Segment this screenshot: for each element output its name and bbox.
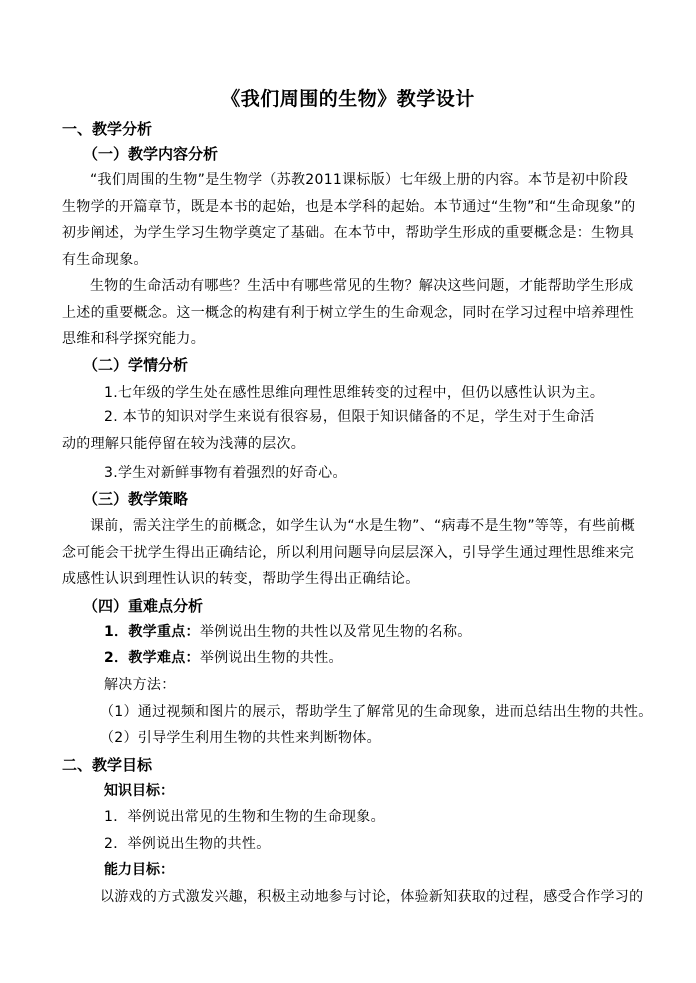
method-item-2: （2）引导学生利用生物的共性来判断物体。 (100, 730, 381, 746)
keypoint-2-label: 2．教学难点： (104, 650, 200, 666)
document-title: 《我们周围的生物》教学设计 (221, 88, 475, 110)
students-item-3: 3.学生对新鲜事物有着强烈的好奇心。 (104, 465, 347, 481)
keypoint-1-label: 1．教学重点： (104, 624, 200, 640)
ability-goals-label: 能力目标： (104, 862, 174, 878)
knowledge-goal-2: 2．举例说出生物的共性。 (104, 836, 271, 852)
subsection-heading-content: （一）教学内容分析 (83, 145, 219, 163)
subsection-heading-strategy: （三）教学策略 (83, 490, 189, 508)
keypoint-2-text: 举例说出生物的共性。 (199, 650, 343, 666)
method-label: 解决方法： (104, 677, 176, 693)
knowledge-goals-label: 知识目标： (104, 783, 174, 799)
strategy-paragraph: 课前，需关注学生的前概念，如学生认为“水是生物”、“病毒不是生物”等等，有些前概念可能会干扰学生得出正确结论，所以利用问题导向层层深入，引导学生通过理性思维来完成感性认识到理性认识的转变，帮助学生得出正确结论。 (62, 518, 636, 587)
content-paragraph-2: 生物的生命活动有哪些？生活中有哪些常见的生物？解决这些问题，才能帮助学生形成上述的重要概念。这一概念的构建有利于树立学生的生命观念，同时在学习过程中培养理性思维和科学探究能力。 (62, 278, 634, 347)
subsection-heading-students: （二）学情分析 (83, 356, 189, 374)
students-item-2: 2. 本节的知识对学生来说有很容易，但限于知识储备的不足，学生对于生命活动的理解只能停留在较为浅薄的层次。 (62, 409, 595, 452)
content-paragraph-1: “我们周围的生物”是生物学（苏教2011课标版）七年级上册的内容。本节是初中阶段生物学的开篇章节，既是本书的起始，也是本学科的起始。本节通过“生物”和“生命现象”的初步阐述，为学生学习生物学奠定了基础。在本节中，帮助学生形成的重要概念是：生物具有生命现象。 (62, 172, 636, 268)
ability-goal-1: 以游戏的方式激发兴趣，积极主动地参与讨论，体验新知获取的过程，感受合作学习的 (100, 889, 644, 905)
method-item-1: （1）通过视频和图片的展示，帮助学生了解常见的生命现象，进而总结出生物的共性。 (100, 704, 653, 720)
knowledge-goal-1: 1．举例说出常见的生物和生物的生命现象。 (104, 809, 385, 825)
students-item-1: 1.七年级的学生处在感性思维向理性思维转变的过程中，但仍以感性认识为主。 (104, 385, 605, 401)
subsection-heading-keypoints: （四）重难点分析 (83, 597, 204, 615)
section-heading-goals: 二、教学目标 (62, 756, 153, 774)
keypoint-1-text: 举例说出生物的共性以及常见生物的名称。 (199, 624, 472, 640)
keypoint-2 (104, 647, 343, 669)
keypoint-1 (104, 621, 472, 643)
section-heading-analysis: 一、教学分析 (62, 120, 153, 138)
